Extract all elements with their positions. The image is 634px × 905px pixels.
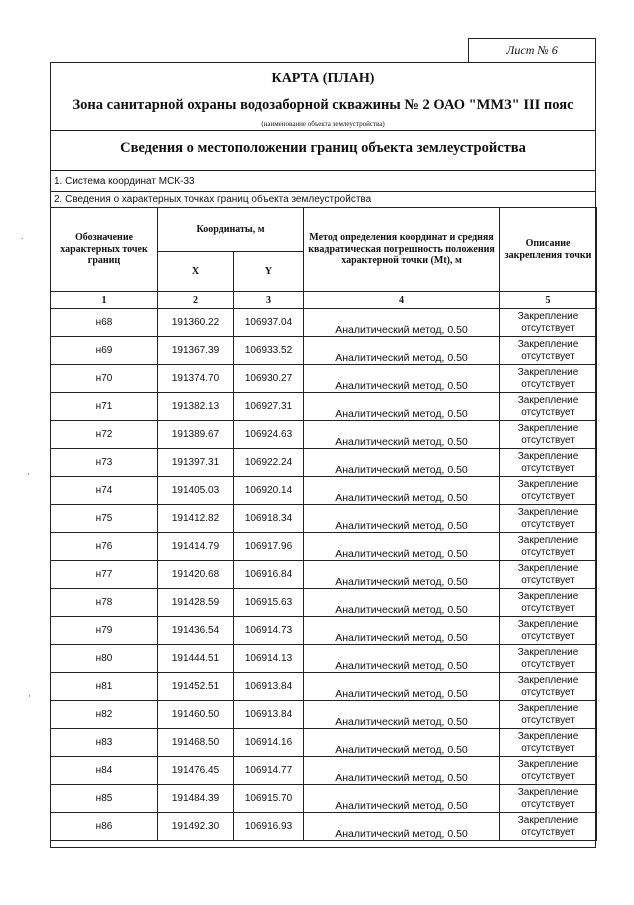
table-row bbox=[51, 813, 597, 841]
y-coordinate-cell: 106914.16 bbox=[234, 729, 304, 757]
method-cell: Аналитический метод, 0.50 bbox=[304, 505, 500, 533]
fixing-description-cell: Закрепление отсутствует bbox=[500, 505, 597, 533]
table-row bbox=[51, 533, 597, 561]
method-cell: Аналитический метод, 0.50 bbox=[304, 449, 500, 477]
x-coordinate-cell: 191414.79 bbox=[158, 533, 234, 561]
fixing-description-cell: Закрепление отсутствует bbox=[500, 421, 597, 449]
x-coordinate-cell: 191492.30 bbox=[158, 813, 234, 841]
point-name-cell: н80 bbox=[51, 645, 158, 673]
method-cell: Аналитический метод, 0.50 bbox=[304, 617, 500, 645]
table-row bbox=[51, 393, 597, 421]
fixing-description-cell: Закрепление отсутствует bbox=[500, 449, 597, 477]
method-cell: Аналитический метод, 0.50 bbox=[304, 673, 500, 701]
table-row bbox=[51, 449, 597, 477]
x-coordinate-cell: 191412.82 bbox=[158, 505, 234, 533]
method-cell: Аналитический метод, 0.50 bbox=[304, 477, 500, 505]
method-cell: Аналитический метод, 0.50 bbox=[304, 701, 500, 729]
x-coordinate-cell: 191420.68 bbox=[158, 561, 234, 589]
map-plan-frame bbox=[50, 62, 596, 848]
sheet-number-label: Лист № 6 bbox=[468, 38, 596, 62]
fixing-description-cell: Закрепление отсутствует bbox=[500, 589, 597, 617]
divider bbox=[51, 170, 595, 171]
table-row bbox=[51, 505, 597, 533]
fixing-description-cell: Закрепление отсутствует bbox=[500, 729, 597, 757]
y-coordinate-cell: 106918.34 bbox=[234, 505, 304, 533]
column-header-x: X bbox=[158, 252, 234, 292]
point-name-cell: н73 bbox=[51, 449, 158, 477]
fixing-description-cell: Закрепление отсутствует bbox=[500, 533, 597, 561]
table-row bbox=[51, 729, 597, 757]
y-coordinate-cell: 106914.13 bbox=[234, 645, 304, 673]
x-coordinate-cell: 191382.13 bbox=[158, 393, 234, 421]
table-row bbox=[51, 365, 597, 393]
point-name-cell: н83 bbox=[51, 729, 158, 757]
table-row bbox=[51, 701, 597, 729]
method-cell: Аналитический метод, 0.50 bbox=[304, 645, 500, 673]
method-cell: Аналитический метод, 0.50 bbox=[304, 309, 500, 337]
fixing-description-cell: Закрепление отсутствует bbox=[500, 701, 597, 729]
divider bbox=[51, 191, 595, 192]
x-coordinate-cell: 191367.39 bbox=[158, 337, 234, 365]
method-cell: Аналитический метод, 0.50 bbox=[304, 533, 500, 561]
y-coordinate-cell: 106933.52 bbox=[234, 337, 304, 365]
fixing-description-cell: Закрепление отсутствует bbox=[500, 477, 597, 505]
method-cell: Аналитический метод, 0.50 bbox=[304, 813, 500, 841]
x-coordinate-cell: 191436.54 bbox=[158, 617, 234, 645]
point-name-cell: н74 bbox=[51, 477, 158, 505]
point-name-cell: н84 bbox=[51, 757, 158, 785]
method-cell: Аналитический метод, 0.50 bbox=[304, 561, 500, 589]
table-row bbox=[51, 785, 597, 813]
x-coordinate-cell: 191444.51 bbox=[158, 645, 234, 673]
fixing-description-cell: Закрепление отсутствует bbox=[500, 757, 597, 785]
x-coordinate-cell: 191397.31 bbox=[158, 449, 234, 477]
point-name-cell: н70 bbox=[51, 365, 158, 393]
table-row bbox=[51, 757, 597, 785]
point-name-cell: н72 bbox=[51, 421, 158, 449]
column-header-point-name: Обозначение характерных точек границ bbox=[51, 208, 158, 292]
table-row bbox=[51, 645, 597, 673]
scan-mark: · bbox=[27, 470, 30, 480]
x-coordinate-cell: 191484.39 bbox=[158, 785, 234, 813]
x-coordinate-cell: 191468.50 bbox=[158, 729, 234, 757]
y-coordinate-cell: 106924.63 bbox=[234, 421, 304, 449]
point-name-cell: н69 bbox=[51, 337, 158, 365]
fixing-description-cell: Закрепление отсутствует bbox=[500, 617, 597, 645]
x-coordinate-cell: 191460.50 bbox=[158, 701, 234, 729]
fixing-description-cell: Закрепление отсутствует bbox=[500, 561, 597, 589]
fixing-description-cell: Закрепление отсутствует bbox=[500, 393, 597, 421]
coordinate-system-line: 1. Система координат МСК-33 bbox=[54, 176, 195, 187]
y-coordinate-cell: 106914.73 bbox=[234, 617, 304, 645]
fixing-description-cell: Закрепление отсутствует bbox=[500, 309, 597, 337]
point-name-cell: н82 bbox=[51, 701, 158, 729]
method-cell: Аналитический метод, 0.50 bbox=[304, 393, 500, 421]
point-name-cell: н71 bbox=[51, 393, 158, 421]
y-coordinate-cell: 106913.84 bbox=[234, 701, 304, 729]
y-coordinate-cell: 106937.04 bbox=[234, 309, 304, 337]
divider bbox=[51, 130, 595, 131]
y-coordinate-cell: 106930.27 bbox=[234, 365, 304, 393]
table-row bbox=[51, 673, 597, 701]
scan-mark: ˙ bbox=[20, 238, 25, 248]
scan-mark: · bbox=[28, 692, 31, 702]
column-number: 2 bbox=[158, 292, 234, 309]
table-row bbox=[51, 337, 597, 365]
point-name-cell: н85 bbox=[51, 785, 158, 813]
point-name-cell: н68 bbox=[51, 309, 158, 337]
y-coordinate-cell: 106913.84 bbox=[234, 673, 304, 701]
column-number: 1 bbox=[51, 292, 158, 309]
y-coordinate-cell: 106920.14 bbox=[234, 477, 304, 505]
fixing-description-cell: Закрепление отсутствует bbox=[500, 645, 597, 673]
table-row bbox=[51, 561, 597, 589]
method-cell: Аналитический метод, 0.50 bbox=[304, 785, 500, 813]
point-name-cell: н86 bbox=[51, 813, 158, 841]
points-table bbox=[50, 207, 597, 841]
x-coordinate-cell: 191476.45 bbox=[158, 757, 234, 785]
column-header-y: Y bbox=[234, 252, 304, 292]
point-name-cell: н76 bbox=[51, 533, 158, 561]
y-coordinate-cell: 106915.63 bbox=[234, 589, 304, 617]
y-coordinate-cell: 106922.24 bbox=[234, 449, 304, 477]
fixing-description-cell: Закрепление отсутствует bbox=[500, 813, 597, 841]
y-coordinate-cell: 106916.93 bbox=[234, 813, 304, 841]
column-number: 4 bbox=[304, 292, 500, 309]
point-name-cell: н78 bbox=[51, 589, 158, 617]
method-cell: Аналитический метод, 0.50 bbox=[304, 421, 500, 449]
method-cell: Аналитический метод, 0.50 bbox=[304, 729, 500, 757]
point-name-cell: н79 bbox=[51, 617, 158, 645]
x-coordinate-cell: 191405.03 bbox=[158, 477, 234, 505]
y-coordinate-cell: 106917.96 bbox=[234, 533, 304, 561]
y-coordinate-cell: 106916.84 bbox=[234, 561, 304, 589]
points-info-line: 2. Сведения о характерных точках границ объекта землеустройства bbox=[54, 194, 372, 205]
fixing-description-cell: Закрепление отсутствует bbox=[500, 673, 597, 701]
column-header-description: Описание закрепления точки bbox=[500, 208, 597, 292]
object-name: Зона санитарной охраны водозаборной скважины № 2 ОАО "ММЗ" III пояс bbox=[72, 97, 574, 113]
method-cell: Аналитический метод, 0.50 bbox=[304, 337, 500, 365]
point-name-cell: н77 bbox=[51, 561, 158, 589]
x-coordinate-cell: 191452.51 bbox=[158, 673, 234, 701]
x-coordinate-cell: 191360.22 bbox=[158, 309, 234, 337]
method-cell: Аналитический метод, 0.50 bbox=[304, 757, 500, 785]
table-row bbox=[51, 617, 597, 645]
method-cell: Аналитический метод, 0.50 bbox=[304, 589, 500, 617]
y-coordinate-cell: 106915.70 bbox=[234, 785, 304, 813]
document-title: КАРТА (ПЛАН) bbox=[271, 71, 375, 86]
point-name-cell: н75 bbox=[51, 505, 158, 533]
column-header-coordinates: Координаты, м bbox=[158, 208, 304, 252]
x-coordinate-cell: 191374.70 bbox=[158, 365, 234, 393]
fixing-description-cell: Закрепление отсутствует bbox=[500, 337, 597, 365]
table-row bbox=[51, 309, 597, 337]
column-number: 5 bbox=[500, 292, 597, 309]
x-coordinate-cell: 191389.67 bbox=[158, 421, 234, 449]
fixing-description-cell: Закрепление отсутствует bbox=[500, 785, 597, 813]
column-number: 3 bbox=[234, 292, 304, 309]
fixing-description-cell: Закрепление отсутствует bbox=[500, 365, 597, 393]
method-cell: Аналитический метод, 0.50 bbox=[304, 365, 500, 393]
x-coordinate-cell: 191428.59 bbox=[158, 589, 234, 617]
table-row bbox=[51, 477, 597, 505]
object-name-caption: (наименование объекта землеустройства) bbox=[261, 120, 385, 128]
table-row bbox=[51, 421, 597, 449]
y-coordinate-cell: 106914.77 bbox=[234, 757, 304, 785]
y-coordinate-cell: 106927.31 bbox=[234, 393, 304, 421]
section-title: Сведения о местоположении границ объекта землеустройства bbox=[120, 140, 526, 156]
table-row bbox=[51, 589, 597, 617]
column-header-method: Метод определения координат и средняя квадратическая погрешность положения характерной точки (Mt), м bbox=[304, 208, 500, 292]
point-name-cell: н81 bbox=[51, 673, 158, 701]
